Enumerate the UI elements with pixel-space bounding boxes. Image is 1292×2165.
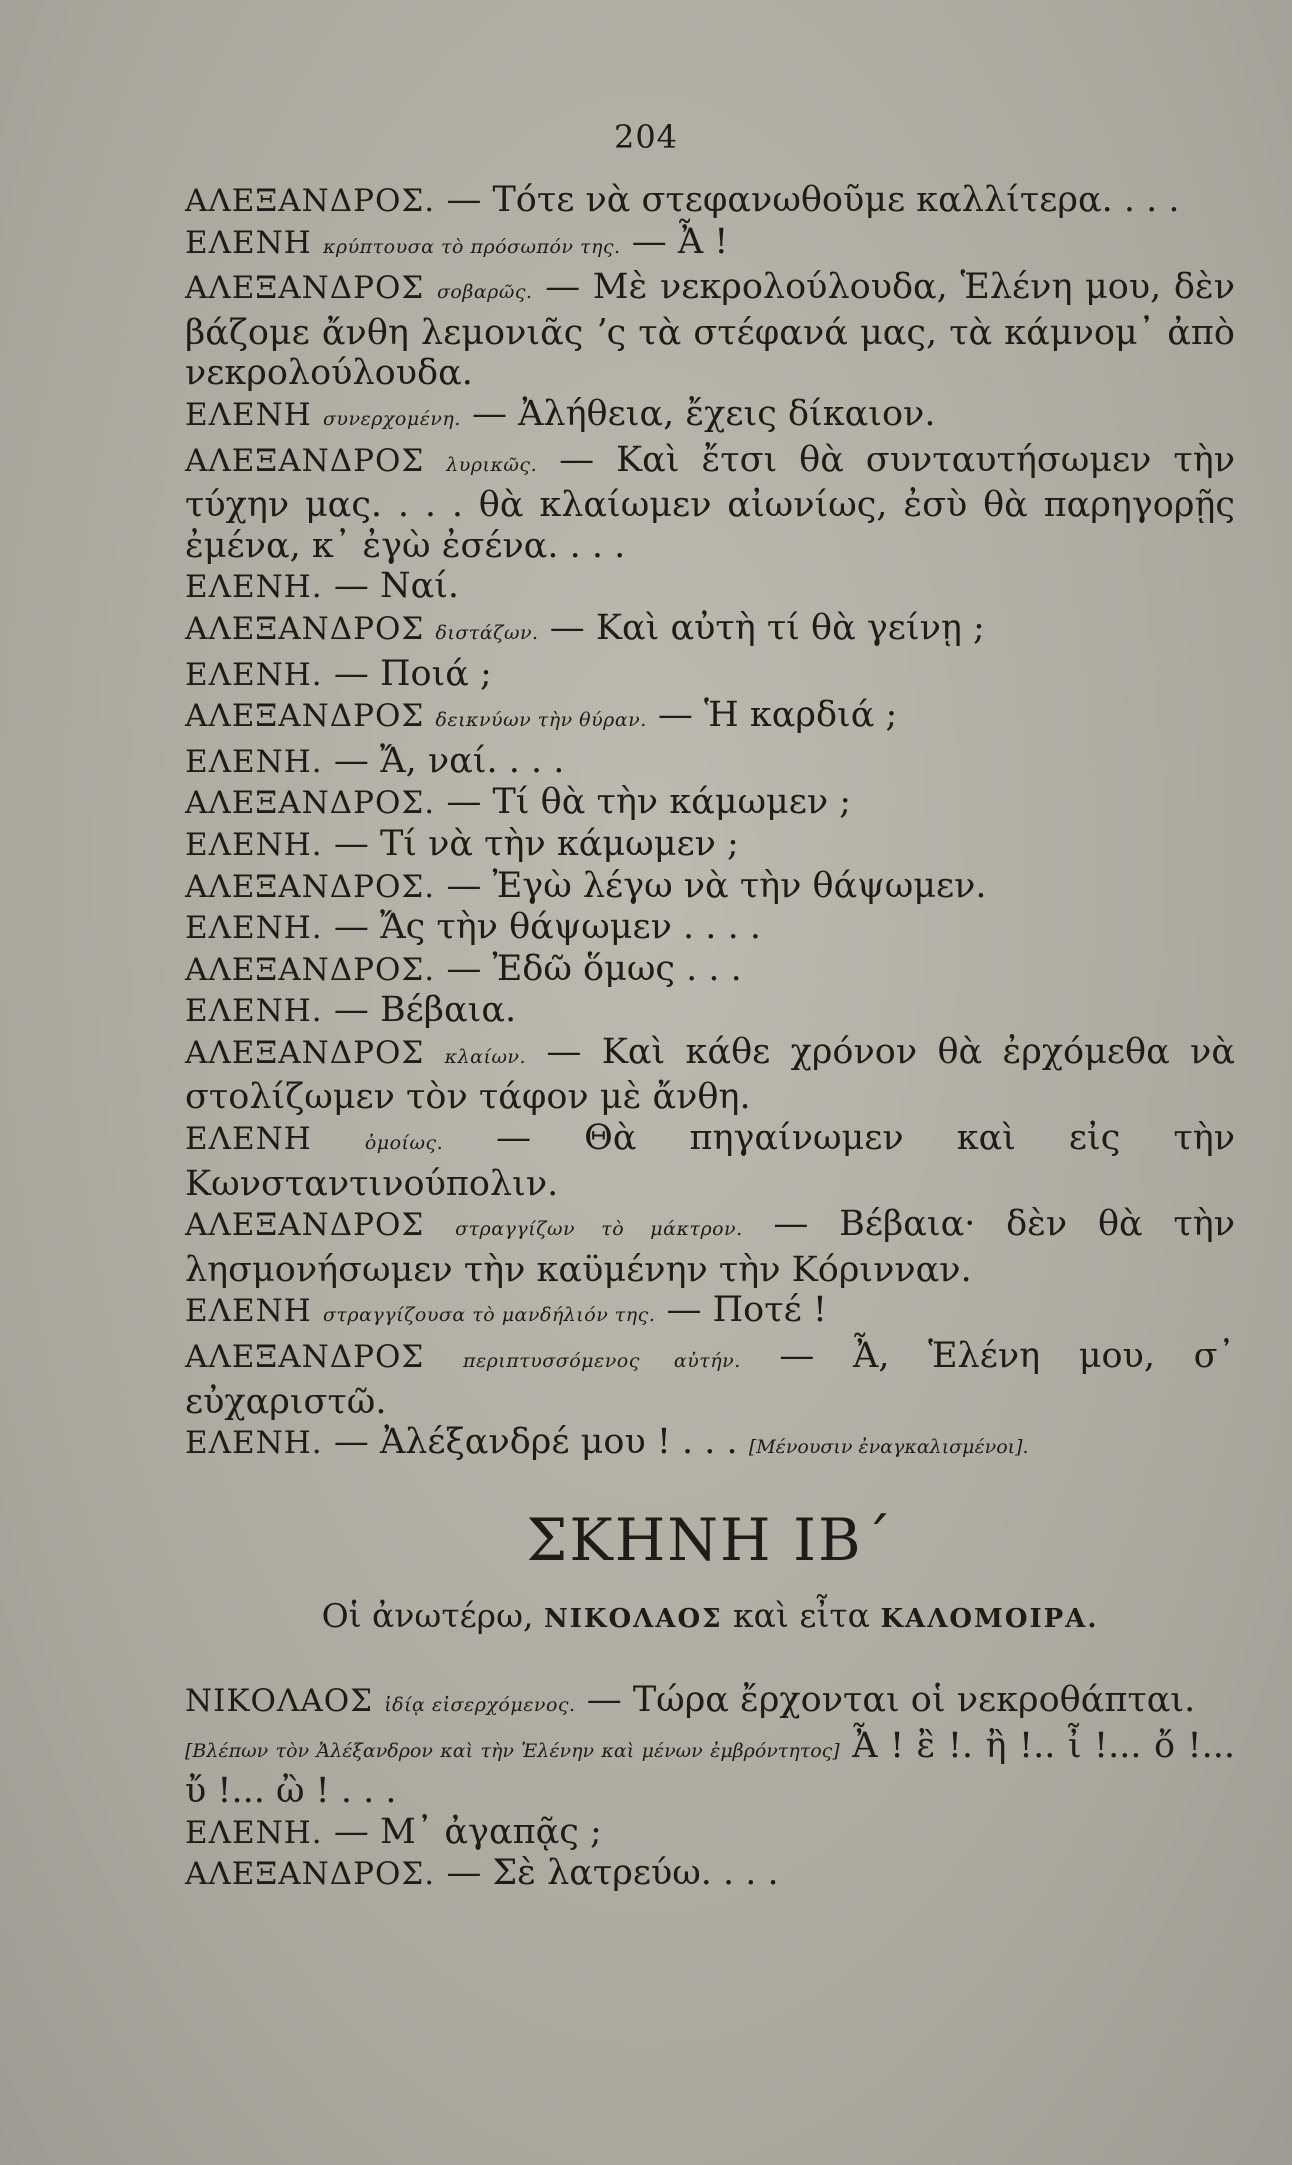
- dialogue-line: [185, 990, 1235, 1032]
- dialogue-line: [185, 741, 1235, 783]
- speaker-name: ΑΛΕΞΑΝΔΡΟΣ: [185, 610, 425, 647]
- dialogue-line: [185, 907, 1235, 949]
- stage-direction: στραγγίζουσα τὸ μανδήλιόν της.: [322, 1304, 656, 1327]
- dialogue-text: — Τί θὰ τὴν κάμωμεν ;: [446, 782, 852, 823]
- dialogue-line: [185, 1336, 1235, 1422]
- speaker-name: ΕΛΕΝΗ.: [185, 826, 323, 863]
- stage-direction: ὁμοίως.: [364, 1132, 444, 1155]
- dialogue-line: [185, 222, 1235, 268]
- speaker-name: ΑΛΕΞΑΝΔΡΟΣ.: [185, 868, 436, 905]
- dialogue-line: [185, 566, 1235, 608]
- dialogue-text: — Ναί.: [333, 566, 460, 607]
- dialogue-text: — Καὶ ἔτσι θὰ συνταυτήσωμεν τὴν τύχην μας. . . . θὰ κλαίωμεν αἰωνίως, ἐσὺ θὰ παρηγορῇς ἐμένα, κ᾿ ἐγὼ ἐσένα. . . .: [185, 439, 1235, 566]
- dialogue-text: — Ἄς τὴν θάψωμεν . . . .: [333, 907, 761, 948]
- dialogue-line: [185, 1853, 1235, 1895]
- speaker-name: ΑΛΕΞΑΝΔΡΟΣ: [185, 442, 425, 479]
- dialogue-text: — Ποιά ;: [333, 653, 492, 694]
- dialogue-text: — Σὲ λατρεύω. . . .: [446, 1853, 779, 1894]
- speaker-name: ΕΛΕΝΗ: [185, 1121, 312, 1158]
- speaker-name: ΕΛΕΝΗ: [185, 1293, 312, 1330]
- scene-cast-prefix: Οἱ ἀνωτέρω,: [321, 1596, 534, 1636]
- stage-direction: διστάζων.: [435, 621, 539, 644]
- stage-direction: σοβαρῶς.: [436, 281, 533, 304]
- dialogue-text: — Βέβαια· δὲν θὰ τὴν λησμονήσωμεν τὴν καϋμένην τὴν Κόρινναν.: [185, 1204, 1235, 1290]
- dialogue-text: Ἆ ! ἒ !. ἢ !.. ἶ !... ὄ !... ὔ !... ὢ ! . . .: [185, 1725, 1235, 1812]
- speaker-name: ΕΛΕΝΗ.: [185, 1425, 323, 1462]
- dialogue-text: — Καὶ κάθε χρόνον θὰ ἐρχόμεθα νὰ στολίζωμεν τὸν τάφον μὲ ἄνθη.: [185, 1031, 1235, 1118]
- speaker-name: ΕΛΕΝΗ: [185, 396, 312, 433]
- stage-direction: περιπτυσσόμενος αὐτήν.: [462, 1350, 741, 1373]
- dialogue-text: — Ἄ, ναί. . . .: [333, 740, 565, 781]
- speaker-name: ΝΙΚΟΛΑΟΣ: [185, 1683, 374, 1719]
- dialogue-line: [185, 949, 1235, 991]
- dialogue-text: — Ἆ !: [631, 221, 729, 262]
- dialogue-line: [185, 267, 1235, 394]
- dialogue-text: — Καὶ αὐτὴ τί θὰ γείνῃ ;: [549, 607, 985, 648]
- dialogue-text: — Μ᾿ ἀγαπᾷς ;: [333, 1811, 602, 1852]
- dialogue-text: — Ἡ καρδιά ;: [657, 695, 898, 736]
- dialogue-text: — Τότε νὰ στεφανωθοῦμε καλλίτερα. . . .: [446, 180, 1180, 220]
- dialogue-line: [185, 654, 1235, 696]
- stage-direction: λυρικῶς.: [446, 453, 538, 476]
- dialogue-text: — Θὰ πηγαίνωμεν καὶ εἰς τὴν Κωνσταντινούπολιν.: [185, 1118, 1235, 1204]
- dialogue-text: — Ἀλήθεια, ἔχεις δίκαιον.: [472, 393, 936, 434]
- stage-direction-bracket: [Μένουσιν ἐναγκαλισμένοι].: [748, 1436, 1029, 1459]
- dialogue-before: [185, 180, 1235, 1468]
- speaker-name: ΑΛΕΞΑΝΔΡΟΣ: [185, 1207, 425, 1244]
- speaker-name: ΑΛΕΞΑΝΔΡΟΣ.: [185, 1856, 436, 1893]
- dialogue-line: [185, 1422, 1235, 1468]
- speaker-name: ΑΛΕΞΑΝΔΡΟΣ.: [185, 951, 436, 988]
- speaker-name: ΑΛΕΞΑΝΔΡΟΣ.: [185, 183, 436, 219]
- scene-cast-name-nikolaos: ΝΙΚΟΛΑΟΣ: [543, 1604, 723, 1635]
- dialogue-text: — Ἆ, Ἑλένη μου, σ᾿ εὐχαριστῶ.: [185, 1336, 1235, 1422]
- speaker-name: ΕΛΕΝΗ.: [185, 569, 323, 606]
- dialogue-line: [185, 1812, 1235, 1854]
- stage-direction: κλαίων.: [444, 1045, 527, 1068]
- dialogue-line: [185, 866, 1235, 908]
- speaker-name: ΕΛΕΝΗ.: [185, 743, 323, 780]
- stage-direction-bracket: [Βλέπων τὸν Ἀλέξανδρον καὶ τὴν Ἑλένην καὶ μένων ἐμβρόντητος]: [185, 1739, 840, 1762]
- dialogue-line: [185, 1032, 1235, 1118]
- dialogue-text: — Μὲ νεκρολούλουδα, Ἑλένη μου, δὲν βάζομε ἄνθη λεμονιᾶς ʼς τὰ στέφανά μας, τὰ κάμνομ᾿ ἀπὸ νεκρολούλουδα.: [185, 267, 1235, 394]
- dialogue-line: [185, 1680, 1235, 1726]
- speaker-name: ΕΛΕΝΗ: [185, 224, 312, 261]
- stage-direction: ἰδίᾳ εἰσερχόμενος.: [384, 1694, 576, 1716]
- dialogue-line: [185, 608, 1235, 654]
- dialogue-line: [185, 1726, 1235, 1812]
- speaker-name: ΕΛΕΝΗ.: [185, 910, 323, 947]
- speaker-name: ΕΛΕΝΗ.: [185, 656, 323, 693]
- scene-cast-name-kalomoira: ΚΑΛΟΜΟΙΡΑ.: [880, 1604, 1099, 1635]
- page-number: 204: [613, 118, 679, 156]
- stage-direction: στραγγίζων τὸ μάκτρον.: [455, 1218, 743, 1241]
- dialogue-line: [185, 824, 1235, 866]
- dialogue-text: — Ἀλέξανδρέ μου ! . . .: [333, 1422, 738, 1463]
- dialogue-line: [185, 1118, 1235, 1204]
- stage-direction: συνερχομένη.: [322, 407, 461, 430]
- dialogue-line: [185, 394, 1235, 440]
- speaker-name: ΕΛΕΝΗ.: [185, 993, 323, 1030]
- scene-cast-middle: καὶ εἶτα: [733, 1596, 870, 1636]
- dialogue-line: [185, 180, 1235, 222]
- speaker-name: ΑΛΕΞΑΝΔΡΟΣ: [185, 270, 425, 307]
- dialogue-text: — Τώρα ἔρχονται οἱ νεκροθάπται.: [586, 1680, 1196, 1720]
- dialogue-text: — Βέβαια.: [333, 990, 517, 1031]
- scene-title: ΣΚΗΝΗ ΙΒ΄: [526, 1505, 894, 1574]
- stage-direction: δεικνύων τὴν θύραν.: [435, 709, 647, 732]
- dialogue-line: [185, 1290, 1235, 1336]
- dialogue-text: — Ποτέ !: [666, 1290, 827, 1331]
- speaker-name: ΑΛΕΞΑΝΔΡΟΣ: [185, 1339, 425, 1376]
- speaker-name: ΑΛΕΞΑΝΔΡΟΣ.: [185, 785, 436, 822]
- dialogue-line: [185, 782, 1235, 824]
- speaker-name: ΕΛΕΝΗ.: [185, 1814, 323, 1851]
- speaker-name: ΑΛΕΞΑΝΔΡΟΣ: [185, 698, 425, 735]
- dialogue-text: — Ἐδῶ ὅμως . . .: [446, 948, 742, 989]
- scene-cast: [185, 1596, 1235, 1640]
- dialogue-text: — Τί νὰ τὴν κάμωμεν ;: [333, 823, 739, 864]
- dialogue-text: — Ἐγὼ λέγω νὰ τὴν θάψωμεν.: [446, 865, 987, 906]
- dialogue-after: [185, 1680, 1235, 1895]
- dialogue-line: [185, 440, 1235, 567]
- speaker-name: ΑΛΕΞΑΝΔΡΟΣ: [185, 1034, 425, 1071]
- page-text: [185, 180, 1235, 1895]
- stage-direction: κρύπτουσα τὸ πρόσωπόν της.: [322, 235, 621, 258]
- dialogue-line: [185, 695, 1235, 741]
- dialogue-line: [185, 1204, 1235, 1290]
